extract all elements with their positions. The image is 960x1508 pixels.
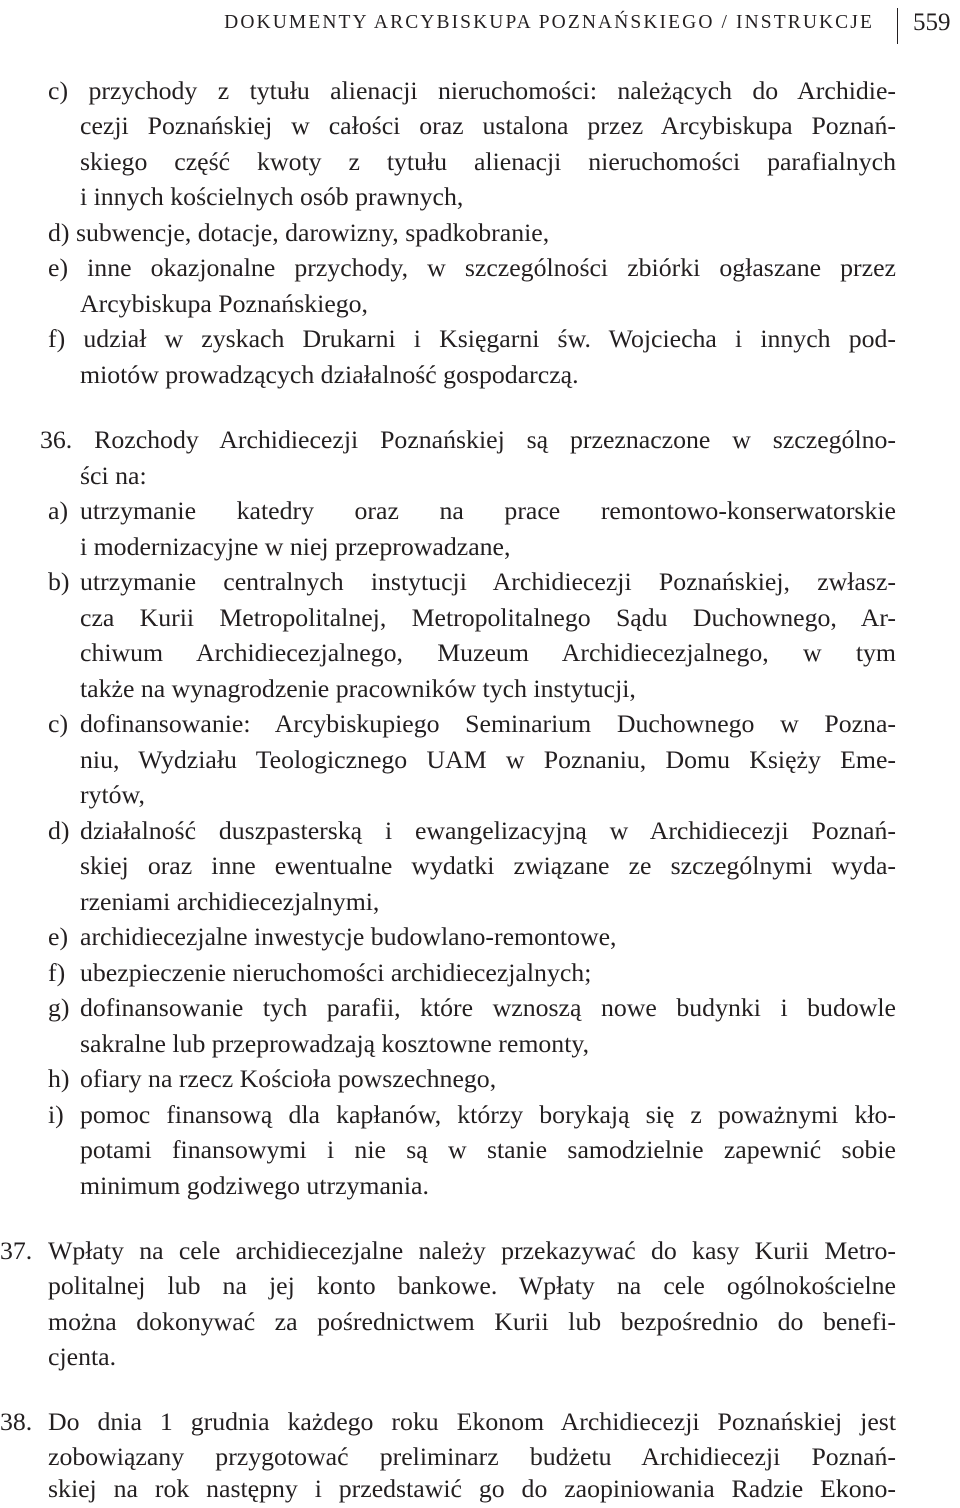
paragraph-37-line: cjenta. <box>48 1342 117 1371</box>
text-line: Arcybiskupa Poznańskiego, <box>80 289 369 318</box>
list-item-line: sakralne lub przeprowadzają kosztowne remonty, <box>80 1029 590 1058</box>
list-item-line: ofiary na rzecz Kościoła powszechnego, <box>80 1064 497 1093</box>
list-item-line: niu, Wydziału Teologicznego UAM w Poznaniu, Domu Księży Eme- <box>80 745 896 774</box>
text-line: miotów prowadzących działalność gospodarczą. <box>80 360 579 389</box>
paragraph-38-line: Do dnia 1 grudnia każdego roku Ekonom Archidiecezji Poznańskiej jest <box>48 1407 896 1436</box>
list-item-line: i modernizacyjne w niej przeprowadzane, <box>80 532 511 561</box>
paragraph-36-line: 36. Rozchody Archidiecezji Poznańskiej są przeznaczone w szczególno- <box>40 425 896 454</box>
text-line: e) inne okazjonalne przychody, w szczególności zbiórki ogłaszane przez <box>48 253 896 282</box>
list-item-line: dofinansowanie: Arcybiskupiego Seminarium Duchownego w Pozna- <box>80 709 896 738</box>
list-item-line: rytów, <box>80 780 145 809</box>
list-item-line: dofinansowanie tych parafii, które wznoszą nowe budynki i budowle <box>80 993 896 1022</box>
text-line: c) przychody z tytułu alienacji nieruchomości: należących do Archidie- <box>48 76 896 105</box>
header-title: DOKUMENTY ARCYBISKUPA POZNAŃSKIEGO / INSTRUKCJE <box>224 12 874 33</box>
text-line: skiego część kwoty z tytułu alienacji nieruchomości parafialnych <box>80 147 896 176</box>
header-divider <box>897 8 898 44</box>
paragraph-36-line: ści na: <box>80 461 147 490</box>
list-item-line: potami finansowymi i nie są w stanie samodzielnie zapewnić sobie <box>80 1135 896 1164</box>
paragraph-37-line: Wpłaty na cele archidiecezjalne należy przekazywać do kasy Kurii Metro- <box>48 1236 896 1265</box>
list-marker: a) <box>48 496 69 525</box>
text-line: f) udział w zyskach Drukarni i Księgarni św. Wojciecha i innych pod- <box>48 324 896 353</box>
paragraph-37-line: politalnej lub na jej konto bankowe. Wpłaty na cele ogólnokościelne <box>48 1271 896 1300</box>
paragraph-number: 38. <box>0 1407 33 1436</box>
list-item-line: działalność duszpasterską i ewangelizacyjną w Archidiecezji Poznań- <box>80 816 896 845</box>
list-marker: f) <box>48 958 66 987</box>
list-item-line: archidiecezjalne inwestycje budowlano-remontowe, <box>80 922 617 951</box>
list-marker: e) <box>48 922 69 951</box>
list-item-line: utrzymanie centralnych instytucji Archidiecezji Poznańskiej, zwłasz- <box>80 567 896 596</box>
paragraph-38-line: skiej na rok następny i przedstawić go do zaopiniowania Radzie Ekono- <box>48 1474 896 1503</box>
list-item-line: cza Kurii Metropolitalnej, Metropolitalnego Sądu Duchownego, Ar- <box>80 603 896 632</box>
text-line: cezji Poznańskiej w całości oraz ustalona przez Arcybiskupa Poznań- <box>80 111 896 140</box>
paragraph-number: 37. <box>0 1236 33 1265</box>
list-marker: d) <box>48 816 70 845</box>
text-line: i innych kościelnych osób prawnych, <box>80 182 464 211</box>
list-marker: b) <box>48 567 70 596</box>
list-item-line: pomoc finansową dla kapłanów, którzy borykają się z poważnymi kło- <box>80 1100 896 1129</box>
list-item-line: ubezpieczenie nieruchomości archidiecezjalnych; <box>80 958 592 987</box>
list-marker: h) <box>48 1064 70 1093</box>
page-number: 559 <box>913 9 951 36</box>
list-item-line: minimum godziwego utrzymania. <box>80 1171 429 1200</box>
list-marker: c) <box>48 709 69 738</box>
list-marker: i) <box>48 1100 64 1129</box>
text-line: d) subwencje, dotacje, darowizny, spadkobranie, <box>48 218 550 247</box>
running-header <box>0 8 960 44</box>
paragraph-37-line: można dokonywać za pośrednictwem Kurii lub bezpośrednio do benefi- <box>48 1307 896 1336</box>
list-item-line: rzeniami archidiecezjalnymi, <box>80 887 380 916</box>
list-item-line: chiwum Archidiecezjalnego, Muzeum Archidiecezjalnego, w tym <box>80 638 896 667</box>
list-item-line: skiej oraz inne ewentualne wydatki związane ze szczególnymi wyda- <box>80 851 896 880</box>
list-marker: g) <box>48 993 70 1022</box>
list-item-line: także na wynagrodzenie pracowników tych instytucji, <box>80 674 636 703</box>
list-item-line: utrzymanie katedry oraz na prace remontowo-konserwatorskie <box>80 496 896 525</box>
paragraph-38-line: zobowiązany przygotować preliminarz budżetu Archidiecezji Poznań- <box>48 1442 896 1471</box>
